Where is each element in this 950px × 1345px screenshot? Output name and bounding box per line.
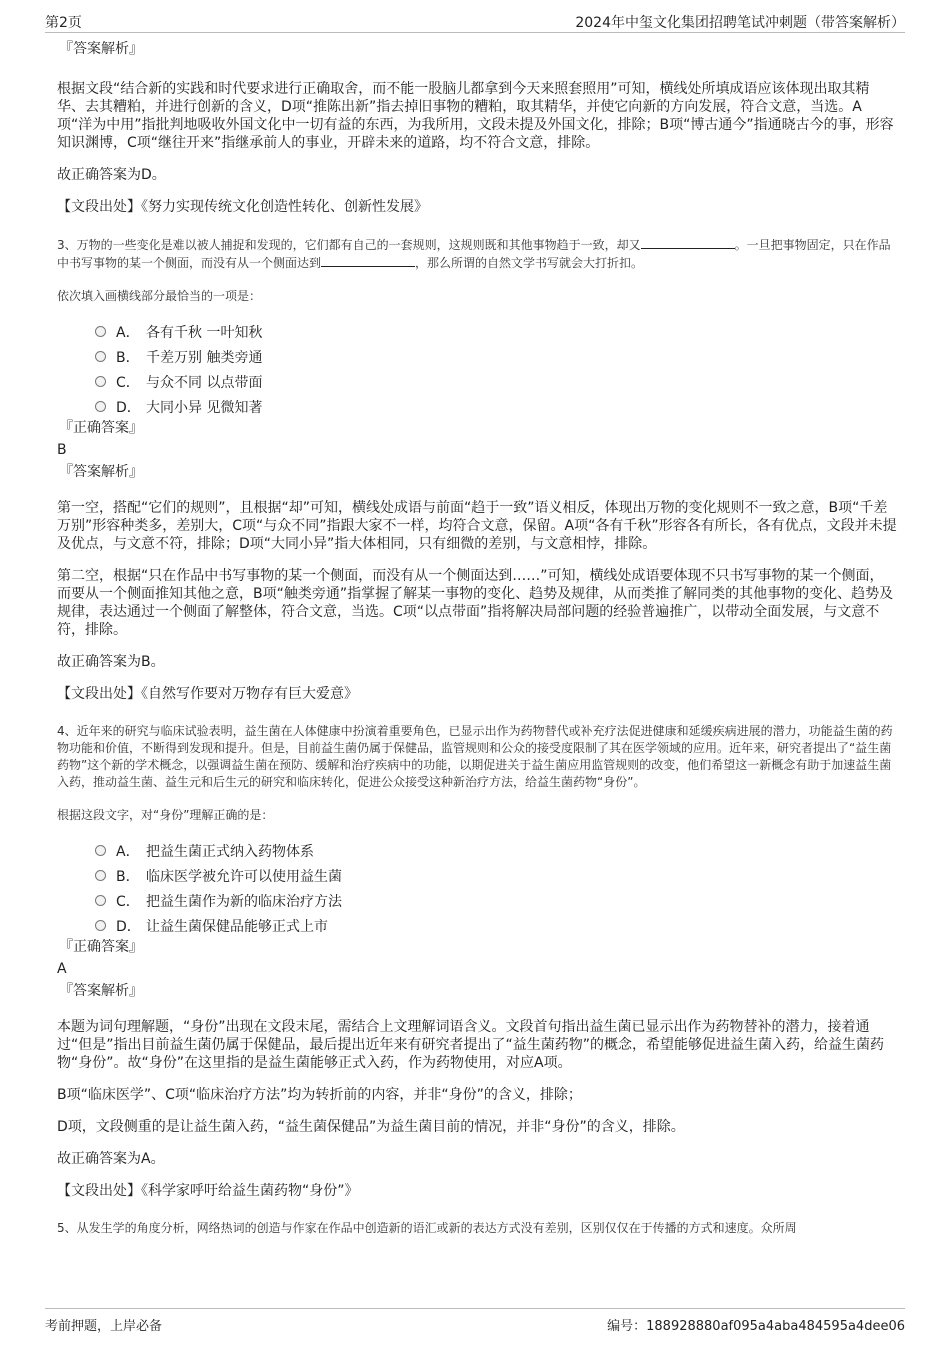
option-c[interactable]: C． 把益生菌作为新的临床治疗方法: [95, 888, 897, 913]
question-3-options: [95, 319, 897, 419]
option-d[interactable]: D． 大同小异 见微知著: [95, 394, 897, 419]
question-5-stem: 5、从发生学的角度分析，网络热词的创造与作家在作品中创造新的语汇或新的表达方式没有差别，区别仅仅在于传播的方式和速度。众所周: [57, 1221, 797, 1235]
question-4-stem: 4、近年来的研究与临床试验表明，益生菌在人体健康中扮演着重要角色，已显示出作为药物替代或补充疗法促进健康和延缓疾病进展的潜力，功能益生菌的药物功能和价值，不断得到发现和提升。但是，目前益生菌仍属于保健品，监管规则和公众的接受度限制了其在医学领域的应用。近年来，研究者提出了“益生菌药物”这个新的学术概念，以强调益生菌在预防、缓解和治疗疾病中的功能，以期促进关于益生菌应用监管规则的改变，他们希望这一新概念有助于加速益生菌入药，推动益生菌、益生元和后生元的研究和临床转化，促进公众接受这种新治疗方法，给益生菌药物“身份”。: [57, 724, 893, 789]
question-3-stem: 3、万物的一些变化是难以被人捕捉和发现的，它们都有自己的一套规则，这规则既和其他事物趋于一致，却又 。一旦把事物固定，只在作品中书写事物的某一个侧面，而没有从一个侧面达到 ，那么所谓的自然文学书写就会大打折扣。: [57, 238, 891, 270]
question-4-options: [95, 838, 897, 938]
radio-icon[interactable]: [95, 376, 106, 387]
conclusion: 故正确答案为D。: [57, 167, 166, 183]
correct-answer-label: 『正确答案』: [59, 939, 143, 955]
page-footer: [45, 1308, 905, 1339]
option-b[interactable]: B． 临床医学被允许可以使用益生菌: [95, 863, 897, 888]
radio-icon[interactable]: [95, 351, 106, 362]
analysis-paragraph: 第一空，搭配“它们的规则”，且根据“却”可知，横线处成语与前面“趋于一致”语义相反，体现出万物的变化规则不一致之意，B项“千差万别”形容种类多，差别大，C项“与众不同”指跟大家不一样，均符合文意，保留。A项“各有千秋”形容各有所长，各有优点，文段并未提及优点，与文意不符，排除；D项“大同小异”指大体相同，只有细微的差别，与文意相悖，排除。: [57, 500, 897, 552]
analysis-label: 『答案解析』: [59, 41, 143, 57]
analysis-paragraph: 第二空，根据“只在作品中书写事物的某一个侧面，而没有从一个侧面达到……”可知，横线处成语要体现不只书写事物的某一个侧面，而要从一个侧面推知其他之意，B项“触类旁通”指掌握了解某一事物的变化、趋势及规律，从而类推了解同类的其他事物的变化、趋势及规律，表达通过一个侧面了解整体，符合文意，当选。C项“以点带面”指将解决局部问题的经验普遍推广，以带动全面发展，与文意不符，排除。: [57, 568, 894, 638]
radio-icon[interactable]: [95, 920, 106, 931]
analysis-paragraph: D项，文段侧重的是让益生菌入药，“益生菌保健品”为益生菌目前的情况，并非“身份”的含义，排除。: [57, 1119, 685, 1135]
document-id: 编号：188928880af095a4aba484595a4dee06: [607, 1319, 905, 1334]
question-3-prompt: 依次填入画横线部分最恰当的一项是：: [57, 289, 262, 303]
option-b[interactable]: B． 千差万别 触类旁通: [95, 344, 897, 369]
conclusion: 故正确答案为B。: [57, 654, 165, 670]
correct-answer: A: [57, 961, 67, 977]
fill-blank-2: [321, 254, 415, 267]
fill-blank-1: [641, 236, 735, 249]
document-title: 2024年中玺文化集团招聘笔试冲刺题（带答案解析）: [575, 15, 905, 31]
option-c[interactable]: C． 与众不同 以点带面: [95, 369, 897, 394]
page-header: [45, 8, 905, 33]
analysis-paragraph: 本题为词句理解题，“身份”出现在文段末尾，需结合上文理解词语含义。文段首句指出益生菌已显示出作为药物替补的潜力，接着通过“但是”指出目前益生菌仍属于保健品，最后提出近年来有研究者提出了“益生菌药物”的概念，希望能够促进益生菌入药，给益生菌药物“身份”。故“身份”在这里指的是益生菌能够正式入药，作为药物使用，对应A项。: [57, 1019, 885, 1071]
page-number: 第2页: [45, 15, 82, 31]
radio-icon[interactable]: [95, 326, 106, 337]
analysis-paragraph: 根据文段“结合新的实践和时代要求进行正确取舍，而不能一股脑儿都拿到今天来照套照用”可知，横线处所填成语应该体现出取其精华、去其糟粕，并进行创新的含义，D项“推陈出新”指去掉旧事物的糟粕，取其精华，并使它向新的方向发展，符合文意，当选。A项“洋为中用”指批判地吸收外国文化中一切有益的东西，为我所用，文段未提及外国文化，排除；B项“博古通今”指通晓古今的事，形容知识渊博，C项“继往开来”指继承前人的事业，开辟未来的道路，均不符合文意，排除。: [57, 81, 894, 151]
radio-icon[interactable]: [95, 870, 106, 881]
option-a[interactable]: A． 各有千秋 一叶知秋: [95, 319, 897, 344]
question-4-prompt: 根据这段文字，对“身份”理解正确的是：: [57, 808, 274, 822]
source-citation: 【文段出处】《科学家呼吁给益生菌药物“身份”》: [57, 1183, 359, 1199]
correct-answer-label: 『正确答案』: [59, 420, 143, 436]
analysis-label: 『答案解析』: [59, 983, 143, 999]
conclusion: 故正确答案为A。: [57, 1151, 165, 1167]
radio-icon[interactable]: [95, 845, 106, 856]
analysis-paragraph: B项“临床医学”、C项“临床治疗方法”均为转折前的内容，并非“身份”的含义，排除；: [57, 1087, 582, 1103]
analysis-label: 『答案解析』: [59, 464, 143, 480]
option-a[interactable]: A． 把益生菌正式纳入药物体系: [95, 838, 897, 863]
radio-icon[interactable]: [95, 895, 106, 906]
option-d[interactable]: D． 让益生菌保健品能够正式上市: [95, 913, 897, 938]
footer-slogan: 考前押题，上岸必备: [45, 1319, 163, 1334]
page-content: [57, 40, 897, 1253]
radio-icon[interactable]: [95, 401, 106, 412]
source-citation: 【文段出处】《自然写作要对万物存有巨大爱意》: [57, 686, 358, 702]
correct-answer: B: [57, 442, 67, 458]
source-citation: 【文段出处】《努力实现传统文化创造性转化、创新性发展》: [57, 199, 428, 215]
